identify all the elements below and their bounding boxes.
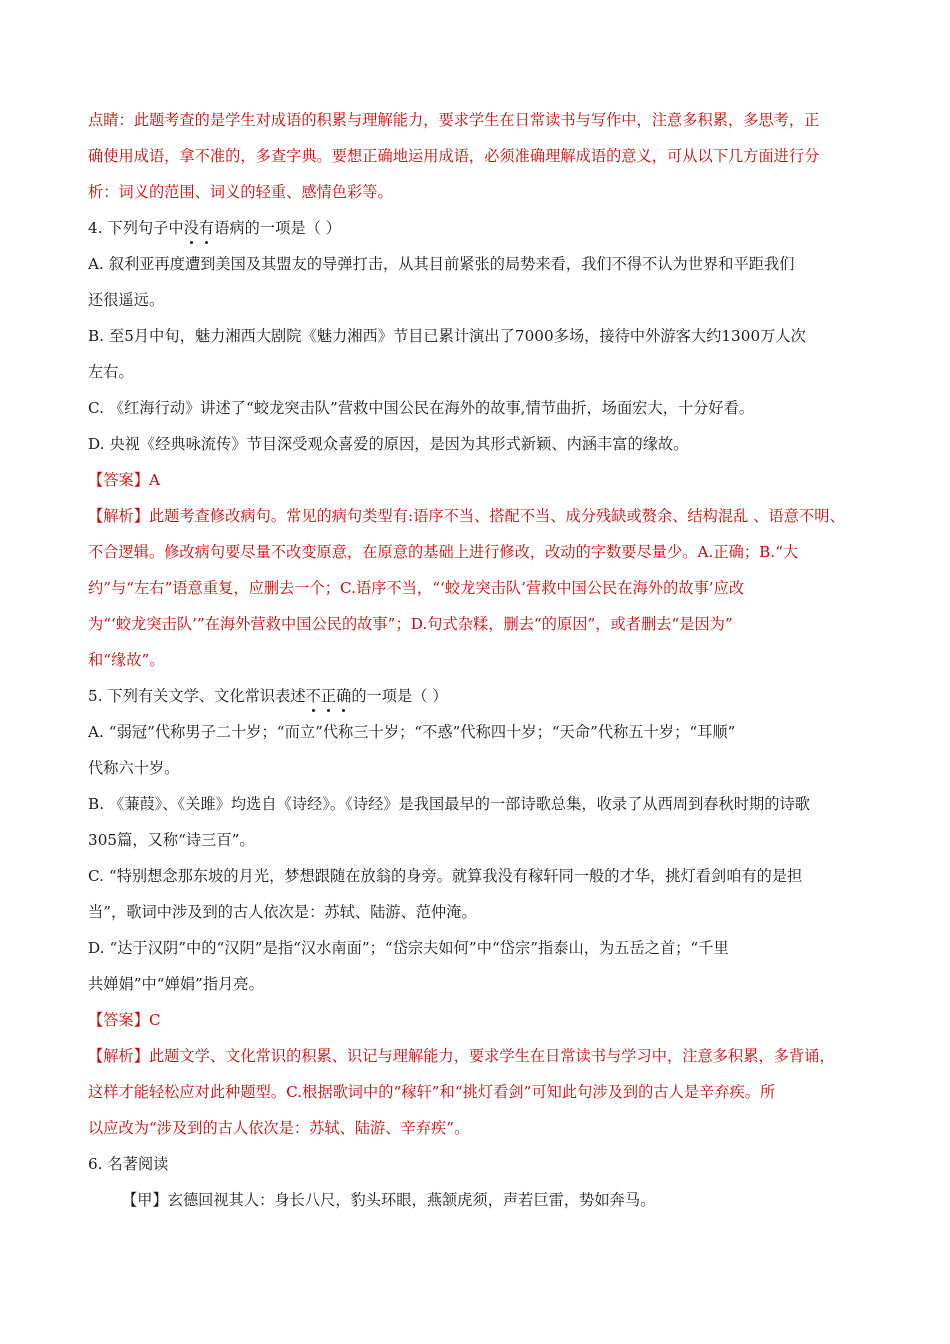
option-a-cont: 还很遥远。 [88, 291, 165, 309]
option-d: D. “达于汉阴”中的“汉阴”是指“汉水南面”；“岱宗夫如何”中“岱宗”指泰山，为五岳之首；“千里 [88, 939, 729, 957]
analysis-line: 【解析】此题考查修改病句。常见的病句类型有:语序不当、搭配不当、成分残缺或赘余、结构混乱 、语意不明、 [88, 507, 845, 525]
option-a: A. “弱冠”代称男子二十岁；“而立”代称三十岁；“不惑”代称四十岁；“天命”代称五十岁；“耳顺” [88, 723, 736, 741]
emphasis-char: 确 [336, 684, 351, 708]
question-text: 4. 下列句子中 [88, 219, 184, 237]
passage-line: 【甲】玄德回视其人：身长八尺，豹头环眼，燕颔虎须，声若巨雷，势如奔马。 [122, 1191, 656, 1209]
option-d-cont: 共婵娟”中“婵娟”指月亮。 [88, 975, 264, 993]
analysis-line: 不合逻辑。修改病句要尽量不改变原意，在原意的基础上进行修改，改动的字数要尽量少。A.正确；B.“大 [88, 543, 799, 561]
emphasis-char: 没 [184, 216, 199, 240]
question-text: 的一项是（ ） [351, 687, 448, 705]
option-a: A. 叙利亚再度遭到美国及其盟友的导弹打击，从其目前紧张的局势来看，我们不得不认为世界和平距我们 [88, 255, 795, 273]
emphasis-char: 有 [199, 216, 214, 240]
option-c-cont: 当”，歌词中涉及到的古人依次是：苏轼、陆游、范仲淹。 [88, 903, 477, 921]
answer-label: 【答案】A [88, 471, 160, 489]
question-5-stem [88, 684, 868, 708]
analysis-line: 约”与“左右”语意重复，应删去一个；C.语序不当，“‘蛟龙突击队’营救中国公民在海外的故事’应改 [88, 579, 745, 597]
option-b-cont: 左右。 [88, 363, 134, 381]
analysis-line: 以应改为“涉及到的古人依次是：苏轼、陆游、辛弃疾”。 [88, 1119, 470, 1137]
emphasis-char: 不 [306, 684, 321, 708]
analysis-line: 【解析】此题文学、文化常识的积累、识记与理解能力，要求学生在日常读书与学习中，注意多积累，多背诵， [88, 1047, 835, 1065]
tip-line: 析：词义的范围、词义的轻重、感情色彩等。 [88, 183, 393, 201]
emphasis-text [184, 219, 215, 237]
analysis-line: 这样才能轻松应对此种题型。C.根据歌词中的“稼轩”和“挑灯看剑”可知此句涉及到的古人是辛弃疾。所 [88, 1083, 776, 1101]
option-d: D. 央视《经典咏流传》节目深受观众喜爱的原因，是因为其形式新颖、内涵丰富的缘故。 [88, 435, 689, 453]
option-b: B. 至5月中旬，魅力湘西大剧院《魅力湘西》节目已累计演出了7000多场，接待中外游客大约1300万人次 [88, 327, 806, 345]
tip-line: 点睛：此题考查的是学生对成语的积累与理解能力，要求学生在日常读书与写作中，注意多积累，多思考，正 [88, 111, 820, 129]
document-page [88, 108, 868, 1212]
option-b: B. 《蒹葭》、《关雎》均选自《诗经》。《诗经》是我国最早的一部诗歌总集，收录了从西周到春秋时期的诗歌 [88, 795, 810, 813]
analysis-line: 和“缘故”。 [88, 651, 165, 669]
emphasis-text [306, 687, 352, 705]
option-c: C. 《红海行动》讲述了“蛟龙突击队”营救中国公民在海外的故事,情节曲折，场面宏大，十分好看。 [88, 399, 755, 417]
question-6-stem: 6. 名著阅读 [88, 1155, 169, 1173]
option-a-cont: 代称六十岁。 [88, 759, 180, 777]
emphasis-char: 正 [321, 684, 336, 708]
option-b-cont: 305篇，又称“诗三百”。 [88, 831, 255, 849]
analysis-line: 为“‘蛟龙突击队’”在海外营救中国公民的故事”；D.句式杂糅，删去“的原因”，或者删去“是因为” [88, 615, 733, 633]
question-text: 语病的一项是（ ） [214, 219, 341, 237]
answer-label: 【答案】C [88, 1011, 161, 1029]
option-c: C. “特别想念那东坡的月光，梦想跟随在放翁的身旁。就算我没有稼轩同一般的才华，挑灯看剑咱有的是担 [88, 867, 803, 885]
tip-line: 确使用成语，拿不准的，多查字典。要想正确地运用成语，必须准确理解成语的意义，可从以下几方面进行分 [88, 147, 820, 165]
question-text: 5. 下列有关文学、文化常识表述 [88, 687, 306, 705]
question-4-stem [88, 216, 868, 240]
